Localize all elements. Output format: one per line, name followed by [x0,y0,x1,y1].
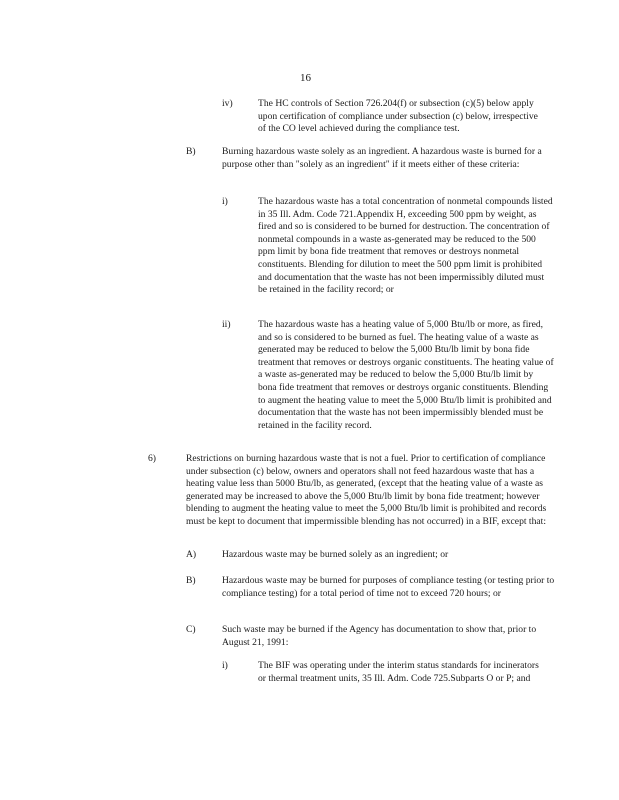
paragraph-6-restrictions: Restrictions on burning hazardous waste that is not a fuel. Prior to certification of compliance under subsection (c) below, owners and operators shall not feed hazardous waste that has a heating value less than 5000 Btu/lb, as generated, (except that the heating value of a waste as generated may be increased to above the 5,000 Btu/lb limit by bona fide treatment; however blending to augment the heating value to meet the 5,000 Btu/lb limit is prohibited and records must be kept to document that impermissible blending has not occurred) in a BIF, except that: [186,453,547,527]
paragraph-c-agency-documentation: Such waste may be burned if the Agency has documentation to show that, prior to August 21, 1991: [222,624,537,648]
paragraph-a-solely-ingredient: Hazardous waste may be burned solely as an ingredient; or [222,549,449,560]
item-label-iv: iv) [222,98,233,109]
item-label-ii: ii) [222,319,231,330]
paragraph-i-nonmetal-compounds: The hazardous waste has a total concentration of nonmetal compounds listed in 35 Ill. Adm. Code 721.Appendix H, exceeding 500 ppm by weight, as fired and so is considered to be burned for destruction. The concentration of nonmetal compounds in a waste as-generated may be reduced to the 500 ppm limit by bona fide treatment that removes or destroys nonmetal constituents. Blending for dilution to meet the 500 ppm limit is prohibited and documentation that the waste has not been impermissibly diluted must be retained in the facility record; or [258,196,553,296]
item-label-a: A) [186,549,197,560]
item-label-b2: B) [186,575,196,586]
paragraph-b-solely-ingredient: Burning hazardous waste solely as an ingredient. A hazardous waste is burned for a purpose other than "solely as an ingredient" if it meets either of these criteria: [222,146,542,170]
item-label-6: 6) [148,453,156,464]
paragraph-ii-heating-value: The hazardous waste has a heating value of 5,000 Btu/lb or more, as fired, and so is considered to be burned as fuel. The heating value of a waste as generated may be reduced to below the 5,000 Btu/lb limit by bona fide treatment that removes or destroys organic constituents. The heating value of a waste as-generated may be reduced to below the 5,000 Btu/lb limit by bona fide treatment that removes or destroys organic constituents. Blending to augment the heating value to meet the 5,000 Btu/lb limit is prohibited and documentation that the waste has not been impermissibly blended must be retained in the facility record. [258,319,554,431]
item-label-i: i) [222,196,228,207]
item-label-i2: i) [222,660,228,671]
item-label-c: C) [186,624,196,635]
page-number: 16 [300,72,311,84]
item-label-b: B) [186,146,196,157]
paragraph-iv-hc-controls: The HC controls of Section 726.204(f) or subsection (c)(5) below apply upon certification of compliance under subsection (c) below, irrespective of the CO level achieved during the compliance test. [258,98,538,135]
paragraph-i-interim-status: The BIF was operating under the interim status standards for incinerators or thermal treatment units, 35 Ill. Adm. Code 725.Subparts O or P; and [258,660,539,684]
paragraph-b-compliance-testing: Hazardous waste may be burned for purposes of compliance testing (or testing prior to compliance testing) for a total period of time not to exceed 720 hours; or [222,575,555,599]
